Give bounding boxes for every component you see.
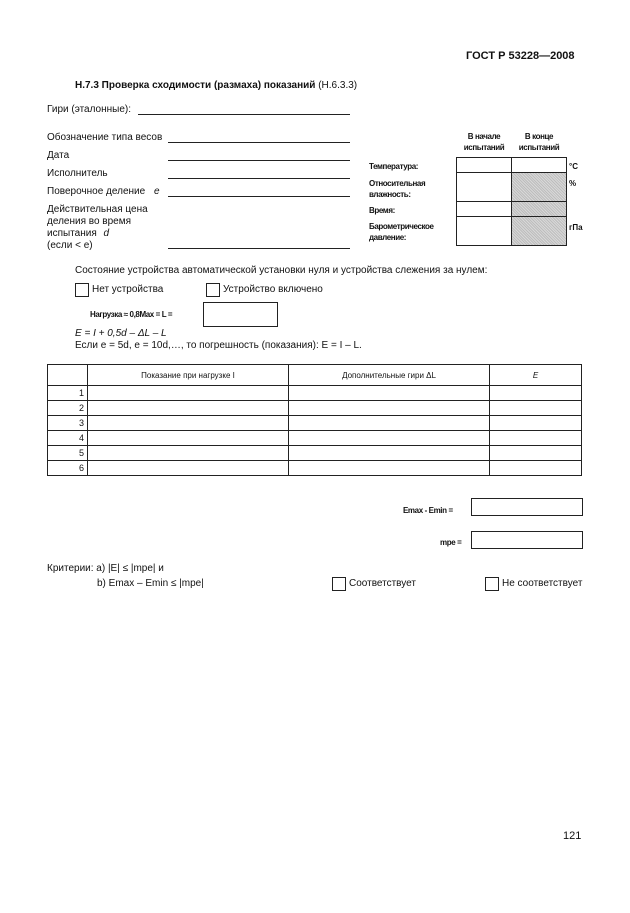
weights-cell[interactable] bbox=[289, 401, 490, 416]
th-error: E bbox=[490, 365, 582, 386]
col-start-header bbox=[456, 131, 512, 153]
temperature-unit: °C bbox=[569, 162, 578, 171]
formula-1: E = I + 0,5d – ΔL – L bbox=[75, 328, 167, 339]
col-end-l1: В конце bbox=[524, 132, 554, 141]
humidity-l1: Относительная bbox=[369, 179, 426, 188]
row-index: 3 bbox=[48, 416, 88, 431]
fail-label: Не соответствует bbox=[502, 578, 583, 589]
th-additional-weights: Дополнительные гири ΔL bbox=[289, 365, 490, 386]
actual-div-l1: Действительная цена bbox=[47, 204, 148, 215]
load-label: Нагрузка ≈ 0,8Max = L = bbox=[90, 310, 173, 319]
actual-div-l4: (если < e) bbox=[47, 240, 93, 251]
row-index: 6 bbox=[48, 461, 88, 476]
section-title-ref: (H.6.3.3) bbox=[318, 80, 358, 91]
device-on-label: Устройство включено bbox=[223, 284, 323, 295]
executor-line[interactable] bbox=[168, 178, 350, 179]
date-line[interactable] bbox=[168, 160, 350, 161]
zero-statement: Состояние устройства автоматической установки нуля и устройства слежения за нулем: bbox=[75, 265, 488, 276]
actual-div-l3-text: испытания bbox=[47, 228, 97, 239]
row-index: 1 bbox=[48, 386, 88, 401]
date-label: Дата bbox=[47, 150, 70, 161]
error-cell[interactable] bbox=[490, 431, 582, 446]
reading-cell[interactable] bbox=[88, 416, 289, 431]
formula-2: Если e = 5d, e = 10d,…, то погрешность (показания): E = I – L. bbox=[75, 340, 362, 351]
device-on-checkbox[interactable] bbox=[206, 283, 220, 297]
page-number: 121 bbox=[563, 830, 582, 842]
no-device-checkbox[interactable] bbox=[75, 283, 89, 297]
actual-div-line[interactable] bbox=[168, 248, 350, 249]
balance-type-label: Обозначение типа весов bbox=[47, 132, 163, 143]
pressure-l1: Барометрическое bbox=[369, 222, 434, 231]
pass-checkbox[interactable] bbox=[332, 577, 346, 591]
error-cell[interactable] bbox=[490, 416, 582, 431]
th-reading: Показание при нагрузке I bbox=[88, 365, 289, 386]
time-end-cell[interactable] bbox=[511, 201, 567, 217]
actual-div-l2: деления во время bbox=[47, 216, 132, 227]
pressure-label bbox=[369, 221, 434, 243]
readings-table bbox=[47, 364, 582, 476]
reading-cell[interactable] bbox=[88, 446, 289, 461]
range-label: Emax - Emin = bbox=[403, 506, 453, 515]
pressure-end-cell[interactable] bbox=[511, 216, 567, 246]
table-row bbox=[48, 386, 582, 401]
temperature-label: Температура: bbox=[369, 162, 419, 171]
humidity-unit: % bbox=[569, 179, 577, 188]
section-title-text: H.7.3 Проверка сходимости (размаха) показаний bbox=[75, 80, 316, 91]
load-input[interactable] bbox=[203, 302, 278, 327]
pressure-start-cell[interactable] bbox=[456, 216, 512, 246]
table-row bbox=[48, 446, 582, 461]
weights-cell[interactable] bbox=[289, 446, 490, 461]
weights-line[interactable] bbox=[138, 114, 350, 115]
th-index bbox=[48, 365, 88, 386]
temp-end-cell[interactable] bbox=[511, 157, 567, 173]
reading-cell[interactable] bbox=[88, 401, 289, 416]
section-title bbox=[75, 80, 357, 92]
reading-cell[interactable] bbox=[88, 386, 289, 401]
table-row bbox=[48, 401, 582, 416]
table-row bbox=[48, 431, 582, 446]
time-start-cell[interactable] bbox=[456, 201, 512, 217]
temp-start-cell[interactable] bbox=[456, 157, 512, 173]
humidity-label bbox=[369, 178, 425, 200]
humidity-l2: влажность: bbox=[369, 190, 411, 199]
mpe-label: mpe = bbox=[440, 538, 462, 547]
verification-interval-label bbox=[47, 186, 160, 198]
mpe-input[interactable] bbox=[471, 531, 583, 549]
time-label: Время: bbox=[369, 206, 395, 215]
weights-cell[interactable] bbox=[289, 461, 490, 476]
weights-cell[interactable] bbox=[289, 431, 490, 446]
pressure-unit: гПа bbox=[569, 223, 583, 232]
actual-div-l3 bbox=[47, 228, 109, 240]
verification-interval-symbol: e bbox=[153, 186, 160, 197]
criteria-b: b) Emax – Emin ≤ |mpe| bbox=[97, 578, 204, 589]
error-cell[interactable] bbox=[490, 461, 582, 476]
error-cell[interactable] bbox=[490, 386, 582, 401]
humidity-start-cell[interactable] bbox=[456, 172, 512, 202]
doc-code: ГОСТ Р 53228—2008 bbox=[466, 50, 575, 62]
error-cell[interactable] bbox=[490, 401, 582, 416]
col-end-l2: испытаний bbox=[518, 143, 560, 152]
row-index: 2 bbox=[48, 401, 88, 416]
no-device-label: Нет устройства bbox=[92, 284, 164, 295]
verification-interval-text: Поверочное деление bbox=[47, 186, 146, 197]
actual-div-symbol: d bbox=[103, 228, 110, 239]
error-cell[interactable] bbox=[490, 446, 582, 461]
table-row bbox=[48, 461, 582, 476]
humidity-end-cell[interactable] bbox=[511, 172, 567, 202]
reading-cell[interactable] bbox=[88, 461, 289, 476]
range-input[interactable] bbox=[471, 498, 583, 516]
pressure-l2: давление: bbox=[369, 233, 407, 242]
row-index: 4 bbox=[48, 431, 88, 446]
weights-label: Гири (эталонные): bbox=[47, 104, 132, 115]
fail-checkbox[interactable] bbox=[485, 577, 499, 591]
weights-cell[interactable] bbox=[289, 416, 490, 431]
pass-label: Соответствует bbox=[349, 578, 416, 589]
reading-cell[interactable] bbox=[88, 431, 289, 446]
verification-interval-line[interactable] bbox=[168, 196, 350, 197]
weights-cell[interactable] bbox=[289, 386, 490, 401]
col-end-header bbox=[511, 131, 567, 153]
balance-type-line[interactable] bbox=[168, 142, 350, 143]
criteria-label: Критерии: a) |E| ≤ |mpe| и bbox=[47, 563, 164, 574]
col-start-l2: испытаний bbox=[463, 143, 505, 152]
col-start-l1: В начале bbox=[467, 132, 501, 141]
row-index: 5 bbox=[48, 446, 88, 461]
executor-label: Исполнитель bbox=[47, 168, 108, 179]
table-row bbox=[48, 416, 582, 431]
